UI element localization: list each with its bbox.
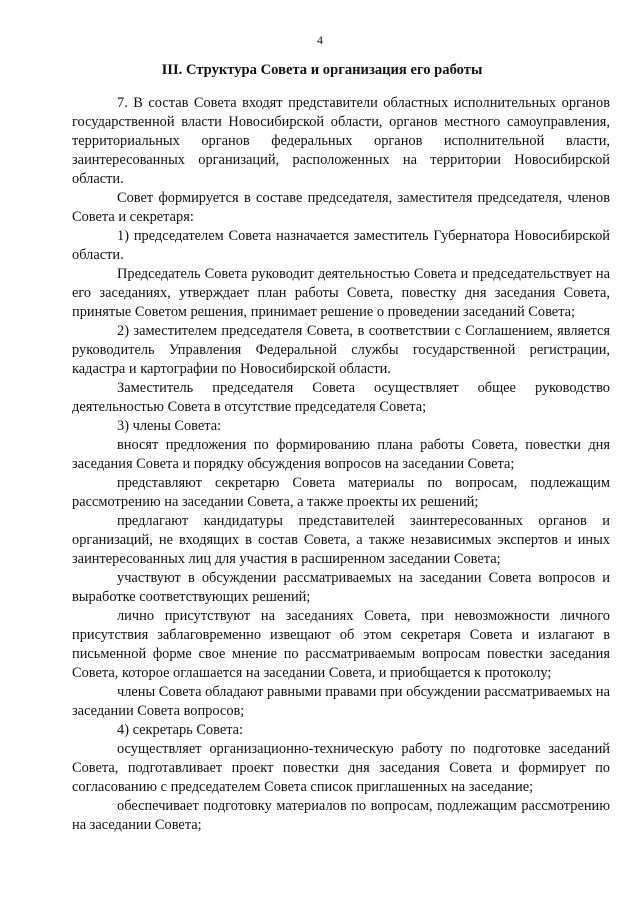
paragraph-secretary-organization: осуществляет организационно-техническую работу по подготовке заседаний Совета, подготавливает проект повестки дня заседания Совета и формирует по согласованию с председателем Совета список приглашенных на заседание; xyxy=(72,741,610,795)
paragraph-members-materials: представляют секретарю Совета материалы по вопросам, подлежащим рассмотрению на заседании Совета, а также проекты их решений; xyxy=(72,475,610,510)
section-heading: III. Структура Совета и организация его работы xyxy=(161,62,483,78)
paragraph-members-attendance: лично присутствуют на заседаниях Совета, при невозможности личного присутствия заблаговременно извещают об этом секретаря Совета и излагают в письменной форме свое мнение по рассматриваемым вопросам повестки заседания Совета, которое оглашается на заседании Совета, и приобщается к протоколу; xyxy=(72,608,610,681)
paragraph-item-7-composition: 7. В состав Совета входят представители областных исполнительных органов государственной власти Новосибирской области, органов местного самоуправления, территориальных органов федеральных органов исполнительной власти, заинтересованных организаций, расположенных на территории Новосибирской области. xyxy=(72,95,610,187)
paragraph-secretary-heading: 4) секретарь Совета: xyxy=(117,722,244,738)
paragraph-members-discussion: участвуют в обсуждении рассматриваемых на заседании Совета вопросов и выработке соответствующих решений; xyxy=(72,570,610,605)
paragraph-chairman-appointment: 1) председателем Совета назначается заместитель Губернатора Новосибирской области. xyxy=(72,228,610,263)
paragraph-members-candidates: предлагают кандидатуры представителей заинтересованных органов и организаций, не входящих в состав Совета, а также независимых экспертов и иных заинтересованных лиц для участия в расширенном заседании Совета; xyxy=(72,513,610,567)
paragraph-members-heading: 3) члены Совета: xyxy=(117,418,222,434)
paragraph-members-proposals: вносят предложения по формированию плана работы Совета, повестки дня заседания Совета и порядку обсуждения вопросов на заседании Совета; xyxy=(72,437,610,472)
paragraph-secretary-materials: обеспечивает подготовку материалов по вопросам, подлежащим рассмотрению на заседании Совета; xyxy=(72,798,610,833)
document-body xyxy=(72,94,610,835)
paragraph-council-formation: Совет формируется в составе председателя, заместителя председателя, членов Совета и секретаря: xyxy=(72,190,610,225)
paragraph-deputy-duties: Заместитель председателя Совета осуществляет общее руководство деятельностью Совета в отсутствие председателя Совета; xyxy=(72,380,610,415)
paragraph-members-equal-rights: члены Совета обладают равными правами при обсуждении рассматриваемых на заседании Совета вопросов; xyxy=(72,684,610,719)
page-number: 4 xyxy=(317,33,323,47)
paragraph-deputy-chairman: 2) заместителем председателя Совета, в соответствии с Соглашением, является руководитель Управления Федеральной службы государственной регистрации, кадастра и картографии по Новосибирской области. xyxy=(72,323,610,377)
paragraph-chairman-duties: Председатель Совета руководит деятельностью Совета и председательствует на его заседаниях, утверждает план работы Совета, повестку дня заседания Совета, принятые Советом решения, принимает решение о проведении заседаний Совета; xyxy=(72,266,610,320)
